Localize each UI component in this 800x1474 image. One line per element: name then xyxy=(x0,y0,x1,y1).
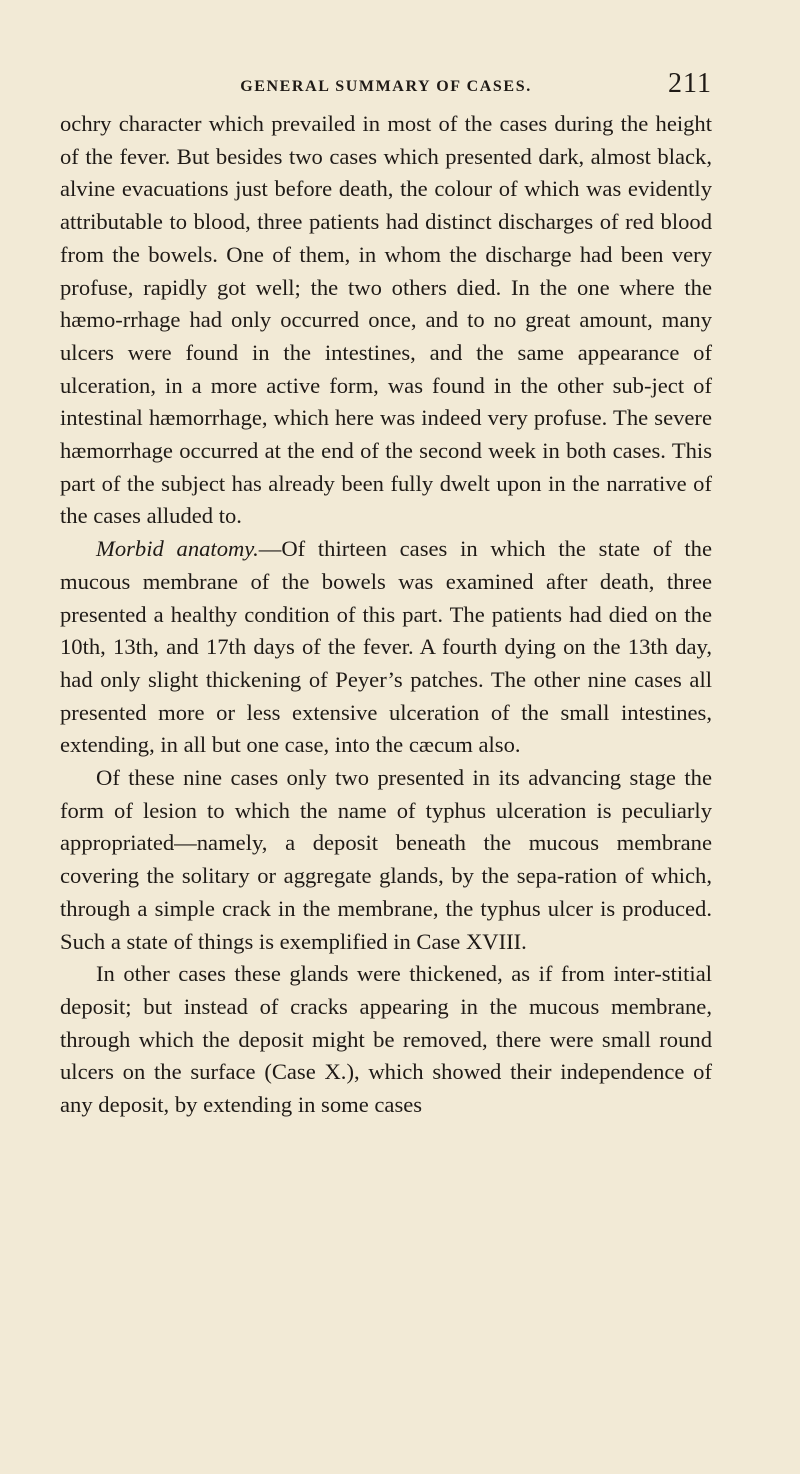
running-head-title: GENERAL SUMMARY OF CASES. xyxy=(240,78,532,95)
paragraph-morbid-anatomy-text: —Of thirteen cases in which the state of the mucous membrane of the bowels was examined after death, three presented a healthy condition of this part. The patients had died on the 10th, 13th, and 17th days of the fever. A fourth dying on the 13th day, had only slight thickening of Peyer’s patches. The other nine cases all presented more or less extensive ulceration of the small intestines, extending, in all but one case, into the cæcum also. xyxy=(60,536,712,758)
body-text xyxy=(60,108,712,1122)
page-number: 211 xyxy=(668,68,712,99)
section-heading-morbid-anatomy: Morbid anatomy. xyxy=(96,536,259,562)
paragraph-interstitial-deposit: In other cases these glands were thickened, as if from inter-stitial deposit; but instead of cracks appearing in the mucous membrane, through which the deposit might be removed, there were small round ulcers on the surface (Case X.), which showed their independence of any deposit, by extending in some cases xyxy=(60,961,712,1118)
running-head xyxy=(60,68,712,108)
paragraph-morbid-anatomy xyxy=(60,533,712,762)
paragraph-typhus-ulceration: Of these nine cases only two presented in its advancing stage the form of lesion to which the name of typhus ulceration is peculiarly appropriated—namely, a deposit beneath the mucous membrane covering the solitary or aggregate glands, by the sepa-ration of which, through a simple crack in the membrane, the typhus ulcer is produced. Such a state of things is exemplified in Case XVIII. xyxy=(60,765,712,954)
paragraph-hemorrhage: ochry character which prevailed in most of the cases during the height of the fever. But besides two cases which presented dark, almost black, alvine evacuations just before death, the colour of which was evidently attributable to blood, three patients had distinct discharges of red blood from the bowels. One of them, in whom the discharge had been very profuse, rapidly got well; the two others died. In the one where the hæmo-rrhage had only occurred once, and to no great amount, many ulcers were found in the intestines, and the same appearance of ulceration, in a more active form, was found in the other sub-ject of intestinal hæmorrhage, which here was indeed very profuse. The severe hæmorrhage occurred at the end of the second week in both cases. This part of the subject has already been fully dwelt upon in the narrative of the cases alluded to. xyxy=(60,111,712,529)
